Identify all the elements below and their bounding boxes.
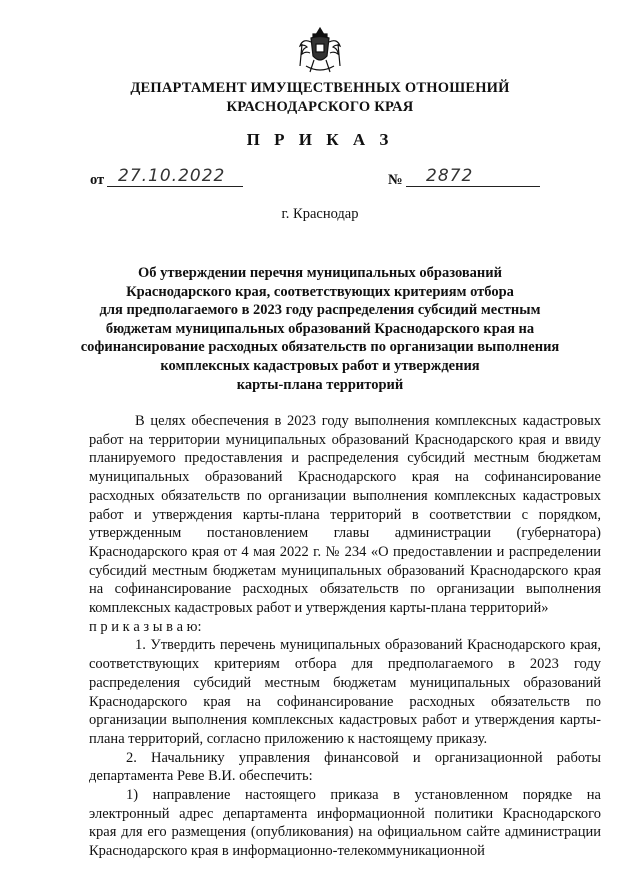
subject-line: карты-плана территорий bbox=[236, 376, 404, 393]
subject-line: для предполагаемого в 2023 году распределения субсидий местным bbox=[99, 302, 541, 319]
subject-line: комплексных кадастровых работ и утверждения bbox=[160, 357, 480, 374]
document-subject bbox=[80, 264, 560, 394]
preamble-paragraph: В целях обеспечения в 2023 году выполнения комплексных кадастровых работ на территории муниципальных образований Краснодарского края и ввиду планируемого предоставления и распределения субсидий местным бюджетам муниципальных образований Краснодарского края на софинансирование расходных обязательств по организации выполнения комплексных кадастровых работ и утверждения карты-плана территорий в соответствии с порядком, утвержденным постановлением главы администрации (губернатора) Краснодарского края от 4 мая 2022 г. № 234 «О предоставлении и распределении субсидий местным бюджетам муниципальных образований Краснодарского края на софинансирование расходных обязательств по организации выполнения комплексных кадастровых работ и утверждения карты-плана территорий» bbox=[89, 413, 601, 617]
item-1: 1. Утвердить перечень муниципальных образований Краснодарского края, соответствующих критериям отбора для предполагаемого в 2023 году распределения субсидий местным бюджетам муниципальных образований Краснодарского края на софинансирование расходных обязательств по организации выполнения комплексных кадастровых работ и утверждения карты-плана территорий, согласно приложению к настоящему приказу. bbox=[89, 637, 601, 747]
date-value: 27.10.2022 bbox=[118, 166, 226, 186]
number-value: 2872 bbox=[426, 166, 474, 186]
subject-line: бюджетам муниципальных образований Краснодарского края на bbox=[105, 320, 535, 337]
coat-of-arms-icon bbox=[298, 24, 342, 76]
number-underline bbox=[406, 186, 540, 187]
item-2-1: 1) направление настоящего приказа в установленном порядке на электронный адрес департамента информационной политики Краснодарского края для его размещения (опубликования) на официальном сайте администрации Краснодарского края в информационно-телекоммуникационной bbox=[89, 787, 601, 860]
item-2: 2. Начальнику управления финансовой и организационной работы департамента Реве В.И. обеспечить: bbox=[89, 749, 601, 785]
date-label: от bbox=[90, 172, 105, 188]
document-body bbox=[89, 412, 601, 861]
date-underline bbox=[107, 186, 243, 187]
number-label: № bbox=[388, 172, 403, 188]
subject-line: Краснодарского края, соответствующих критериям отбора bbox=[126, 283, 514, 300]
order-word: п р и к а з ы в а ю: bbox=[89, 618, 202, 635]
department-name: ДЕПАРТАМЕНТ ИМУЩЕСТВЕННЫХ ОТНОШЕНИЙ bbox=[130, 80, 510, 96]
department-region: КРАСНОДАРСКОГО КРАЯ bbox=[226, 99, 414, 115]
subject-line: софинансирование расходных обязательств по организации выполнения bbox=[80, 339, 560, 356]
subject-line: Об утверждении перечня муниципальных образований bbox=[138, 265, 502, 281]
city: г. Краснодар bbox=[281, 206, 359, 222]
document-type: П Р И К А З bbox=[246, 130, 394, 149]
